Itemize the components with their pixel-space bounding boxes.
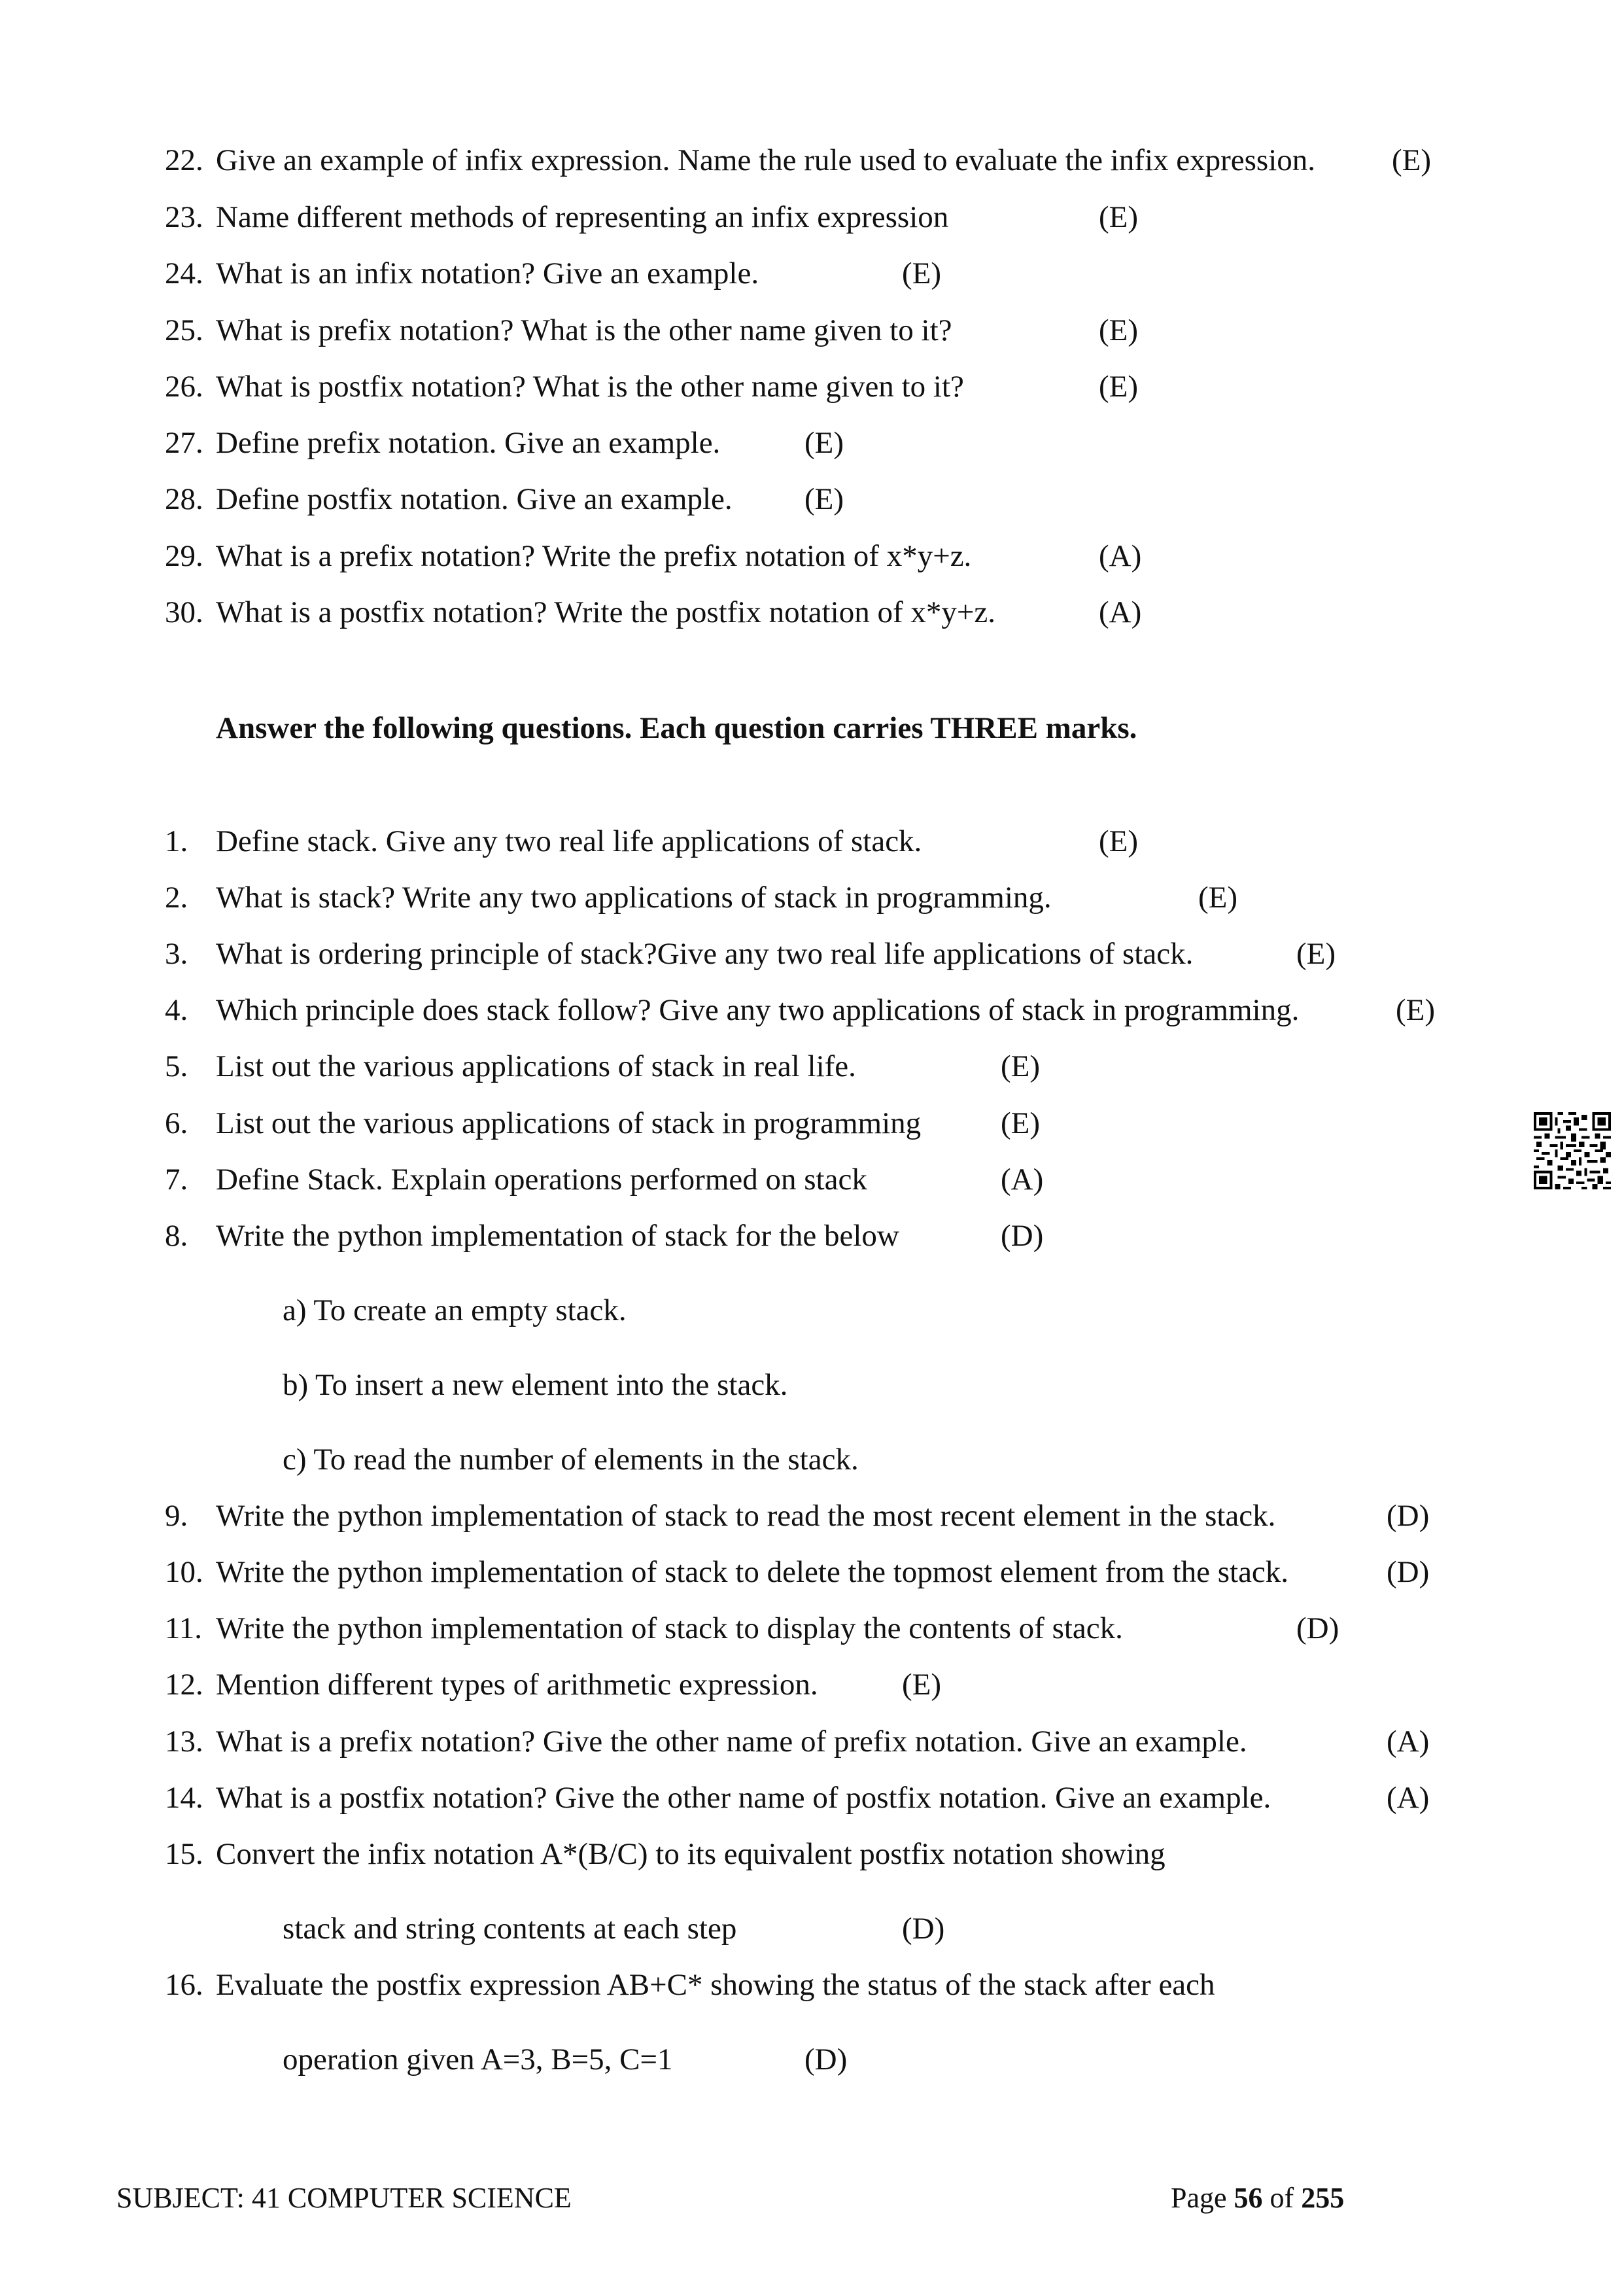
item-tag: (E) — [902, 256, 942, 290]
item-tag: (A) — [1387, 1781, 1430, 1815]
item-tag: (D) — [1387, 1555, 1430, 1589]
item-number: 3. — [165, 937, 188, 971]
item-number: 16. — [165, 1968, 203, 2002]
item-tag: (D) — [1001, 1219, 1044, 1253]
item-number: 12. — [165, 1668, 203, 1702]
item-number: 13. — [165, 1725, 203, 1759]
item-text: Mention different types of arithmetic expression. — [216, 1668, 818, 1702]
item-number: 27. — [165, 426, 203, 460]
item-number: 1. — [165, 824, 188, 858]
item-text: Define Stack. Explain operations performed on stack — [216, 1163, 867, 1197]
sub-item: c) To read the number of elements in the stack. — [283, 1443, 859, 1477]
item-number: 10. — [165, 1555, 203, 1589]
item-text: What is prefix notation? What is the other name given to it? — [216, 313, 952, 347]
footer-page-number — [1171, 2179, 1344, 2218]
item-tag: (E) — [1099, 313, 1139, 347]
item-text: Convert the infix notation A*(B/C) to its equivalent postfix notation showing — [216, 1837, 1166, 1871]
item-text: What is stack? Write any two applications of stack in programming. — [216, 881, 1052, 915]
item-text: Write the python implementation of stack to display the contents of stack. — [216, 1611, 1123, 1645]
item-tag: (E) — [1099, 824, 1139, 858]
item-text: What is postfix notation? What is the other name given to it? — [216, 370, 964, 404]
item-number: 30. — [165, 595, 203, 629]
item-number: 11. — [165, 1611, 203, 1645]
item-tag: (E) — [902, 1668, 942, 1702]
item-number: 4. — [165, 993, 188, 1027]
item-text: What is a postfix notation? Write the postfix notation of x*y+z. — [216, 595, 995, 629]
item-number: 7. — [165, 1163, 188, 1197]
item-number: 9. — [165, 1499, 188, 1533]
item-number: 14. — [165, 1781, 203, 1815]
item-text: What is an infix notation? Give an example. — [216, 256, 759, 290]
item-number: 25. — [165, 313, 203, 347]
item-tag: (A) — [1099, 539, 1142, 573]
item-text: stack and string contents at each step — [283, 1912, 737, 1946]
item-tag: (E) — [1001, 1049, 1041, 1083]
item-text: Which principle does stack follow? Give any two applications of stack in programming. — [216, 993, 1300, 1027]
footer-subject: SUBJECT: 41 COMPUTER SCIENCE — [116, 2182, 572, 2214]
item-tag: (E) — [1392, 143, 1432, 177]
item-text: What is ordering principle of stack?Give any two real life applications of stack. — [216, 937, 1194, 971]
item-text: Define postfix notation. Give an example. — [216, 482, 733, 516]
item-text: Evaluate the postfix expression AB+C* showing the status of the stack after each — [216, 1968, 1215, 2002]
page-current: 56 — [1234, 2182, 1263, 2214]
item-tag: (D) — [804, 2042, 848, 2076]
item-tag: (A) — [1387, 1725, 1430, 1759]
item-tag: (E) — [804, 482, 844, 516]
item-number: 8. — [165, 1219, 188, 1253]
item-tag: (D) — [1296, 1611, 1339, 1645]
page-total: 255 — [1301, 2182, 1345, 2214]
item-tag: (E) — [1198, 881, 1238, 915]
item-number: 24. — [165, 256, 203, 290]
item-tag: (E) — [1296, 937, 1336, 971]
item-number: 22. — [165, 143, 203, 177]
item-text: Write the python implementation of stack to delete the topmost element from the stack. — [216, 1555, 1289, 1589]
sub-item: b) To insert a new element into the stack. — [283, 1368, 788, 1402]
item-tag: (E) — [1099, 200, 1139, 234]
item-number: 2. — [165, 881, 188, 915]
item-text: Define stack. Give any two real life applications of stack. — [216, 824, 922, 858]
page-label: Page — [1171, 2182, 1234, 2214]
item-text: Write the python implementation of stack to read the most recent element in the stack. — [216, 1499, 1276, 1533]
item-number: 6. — [165, 1106, 188, 1140]
item-tag: (E) — [1396, 993, 1436, 1027]
item-text: Define prefix notation. Give an example. — [216, 426, 721, 460]
item-text: Write the python implementation of stack for the below — [216, 1219, 899, 1253]
item-number: 28. — [165, 482, 203, 516]
item-number: 5. — [165, 1049, 188, 1083]
item-text: What is a prefix notation? Write the prefix notation of x*y+z. — [216, 539, 972, 573]
page-of: of — [1262, 2182, 1302, 2214]
item-text: List out the various applications of stack in programming — [216, 1106, 922, 1140]
item-tag: (A) — [1001, 1163, 1044, 1197]
item-number: 15. — [165, 1837, 203, 1871]
item-tag: (E) — [1099, 370, 1139, 404]
item-number: 26. — [165, 370, 203, 404]
item-text: What is a prefix notation? Give the other name of prefix notation. Give an example. — [216, 1725, 1247, 1759]
item-number: 23. — [165, 200, 203, 234]
item-tag: (E) — [804, 426, 844, 460]
item-tag: (A) — [1099, 595, 1142, 629]
item-text: List out the various applications of stack in real life. — [216, 1049, 856, 1083]
item-tag: (E) — [1001, 1106, 1041, 1140]
section-heading: Answer the following questions. Each question carries THREE marks. — [216, 711, 1137, 745]
qr-code-icon — [1534, 1112, 1611, 1189]
sub-item: a) To create an empty stack. — [283, 1293, 627, 1327]
item-text: Name different methods of representing an infix expression — [216, 200, 949, 234]
item-text: operation given A=3, B=5, C=1 — [283, 2042, 673, 2076]
item-tag: (D) — [902, 1912, 945, 1946]
item-text: Give an example of infix expression. Name the rule used to evaluate the infix expression. — [216, 143, 1316, 177]
item-number: 29. — [165, 539, 203, 573]
item-text: What is a postfix notation? Give the other name of postfix notation. Give an example. — [216, 1781, 1271, 1815]
item-tag: (D) — [1387, 1499, 1430, 1533]
